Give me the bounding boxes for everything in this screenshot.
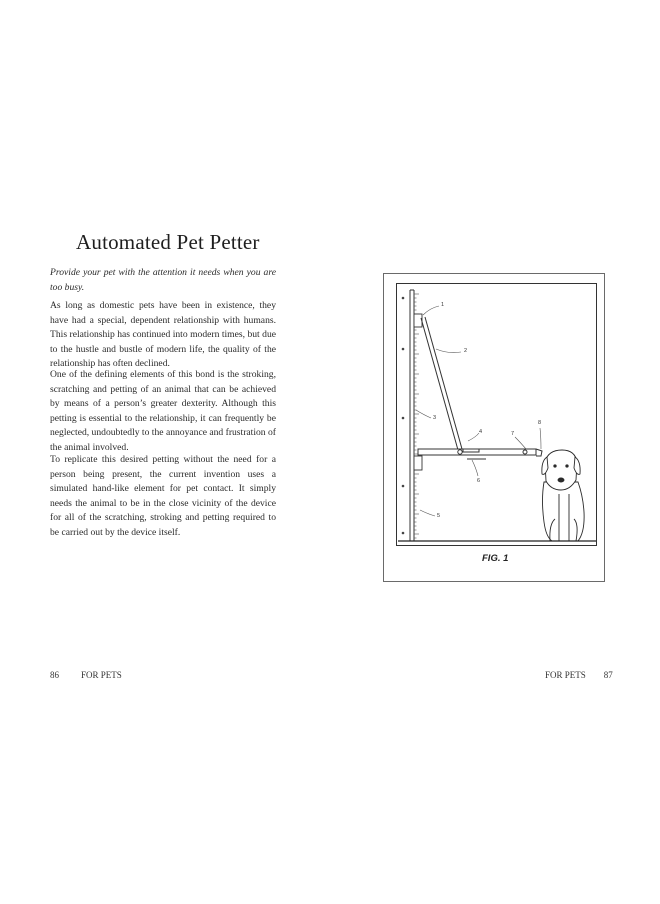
callout-leaders: [416, 306, 541, 516]
callout-label: 2: [464, 348, 468, 354]
body-paragraph: To replicate this desired petting without the need for a person being present, the current invention uses a simulated hand-like element for pet contact. It simply needs the animal to be in the close vicinity of the device for all of the scratching, stroking and petting required to be carried out by the device itself.: [50, 454, 276, 538]
ruler-ticks: [414, 294, 419, 538]
callout-label: 6: [477, 478, 481, 484]
left-page-number: 86: [50, 670, 59, 680]
callout-label: 5: [437, 513, 441, 519]
petting-arm: [418, 317, 542, 459]
callout-label: 8: [538, 420, 542, 426]
right-footer: [545, 670, 613, 680]
right-page-number: 87: [603, 670, 613, 680]
left-footer: [50, 670, 122, 680]
callout-label: 1: [441, 302, 445, 308]
intro-text: Provide your pet with the attention it needs when you are too busy.: [50, 267, 276, 293]
article-title: Automated Pet Petter: [76, 230, 260, 254]
dog-illustration: [542, 450, 584, 541]
mounting-screws: [402, 297, 405, 535]
callout-label: 7: [511, 431, 515, 437]
brackets: [414, 314, 422, 470]
right-section-name: FOR PETS: [545, 670, 586, 680]
figure-caption: FIG. 1: [482, 553, 509, 564]
ruler-post: [410, 290, 414, 541]
callout-label: 4: [479, 429, 483, 435]
callout-label: 3: [433, 415, 437, 421]
body-paragraph: One of the defining elements of this bond is the stroking, scratching and petting of an animal that can be achieved by means of a person’s greater dexterity. Although this petting is essential to the relationship, it can frequently be neglected, undoubtedly to the annoyance and frustration of the animal involved.: [50, 369, 276, 453]
body-paragraph: As long as domestic pets have been in existence, they have had a special, dependent relationship with humans. This relationship has continued into modern times, but due to the hustle and bustle of modern life, the quality of the relationship has often declined.: [50, 300, 276, 370]
left-section-name: FOR PETS: [81, 670, 122, 680]
